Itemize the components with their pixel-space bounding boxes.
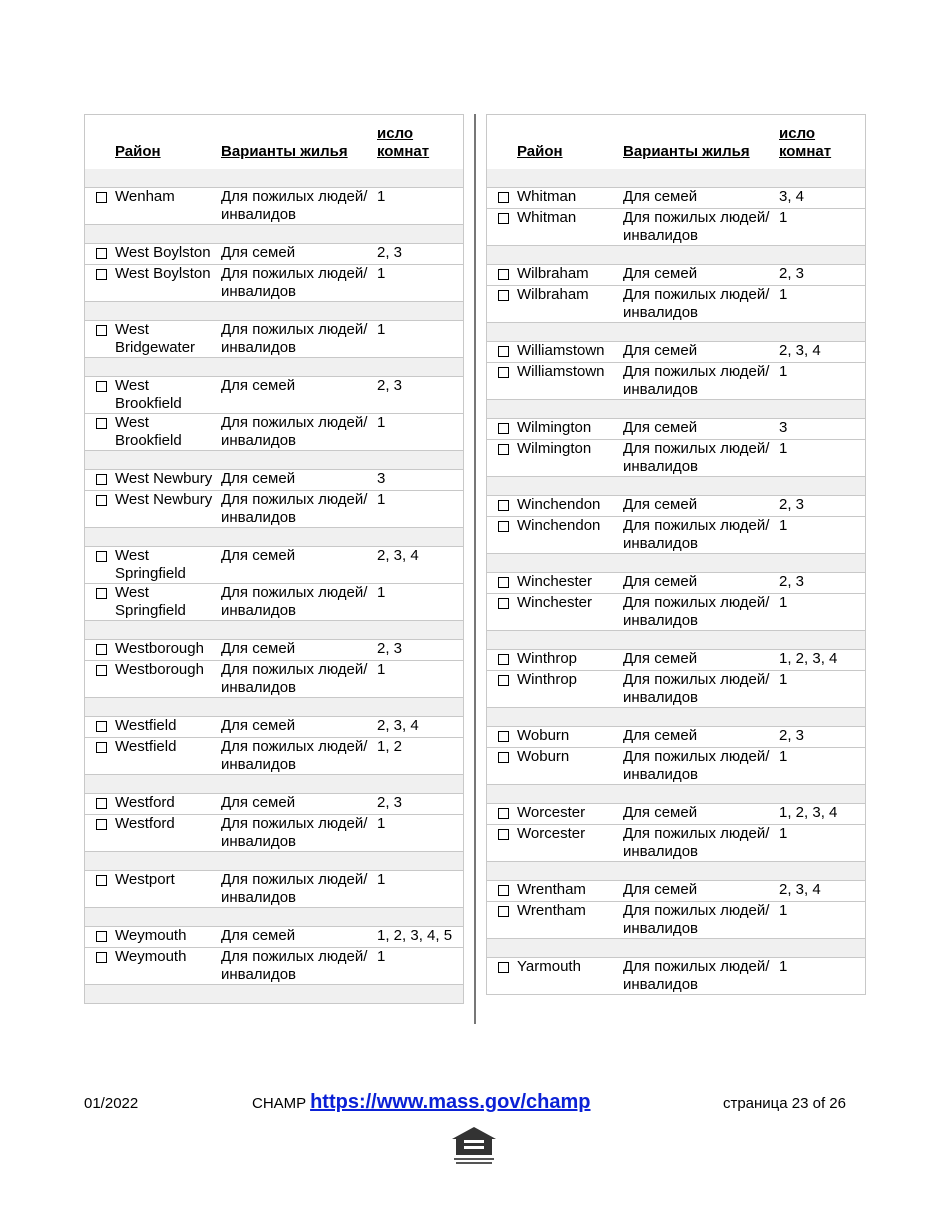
checkbox[interactable] [498, 829, 509, 840]
table-row [487, 265, 866, 286]
room-count: 1 [779, 286, 866, 323]
group-separator-row [487, 246, 866, 265]
housing-option: Для пожилых людей/инвалидов [623, 958, 779, 995]
housing-option: Для семей [221, 244, 377, 265]
table-row [487, 440, 866, 477]
area-name: Weymouth [115, 948, 221, 985]
group-separator-row [487, 169, 866, 188]
checkbox[interactable] [96, 665, 107, 676]
checkbox[interactable] [96, 819, 107, 830]
table-row [487, 342, 866, 363]
room-count: 1 [779, 825, 866, 862]
checkbox[interactable] [96, 875, 107, 886]
table-row [487, 188, 866, 209]
checkbox[interactable] [498, 500, 509, 511]
table-row [85, 491, 464, 528]
table-row [487, 671, 866, 708]
area-name: West Newbury [115, 470, 221, 491]
area-name: Winchendon [517, 517, 623, 554]
housing-option: Для семей [623, 573, 779, 594]
housing-option: Для семей [623, 342, 779, 363]
housing-option: Для пожилых людей/инвалидов [221, 738, 377, 775]
area-name: Winchendon [517, 496, 623, 517]
area-name: Westford [115, 815, 221, 852]
table-row [85, 738, 464, 775]
room-count: 3 [377, 470, 464, 491]
housing-option: Для пожилых людей/инвалидов [623, 440, 779, 477]
checkbox[interactable] [96, 418, 107, 429]
group-separator-row [85, 225, 464, 244]
housing-option: Для семей [221, 547, 377, 584]
checkbox[interactable] [498, 444, 509, 455]
checkbox[interactable] [498, 577, 509, 588]
room-count: 2, 3 [377, 640, 464, 661]
housing-option: Для семей [221, 794, 377, 815]
table-row [85, 871, 464, 908]
housing-option: Для семей [623, 265, 779, 286]
column-divider [474, 114, 476, 1024]
group-separator-row [487, 400, 866, 419]
area-name: Winthrop [517, 671, 623, 708]
room-count: 1 [779, 363, 866, 400]
table-row [85, 794, 464, 815]
housing-option: Для семей [221, 640, 377, 661]
room-count: 2, 3 [779, 496, 866, 517]
group-separator-row [85, 302, 464, 321]
table-row [487, 496, 866, 517]
area-name: Wrentham [517, 881, 623, 902]
table-row [487, 804, 866, 825]
area-name: Woburn [517, 727, 623, 748]
checkbox[interactable] [498, 731, 509, 742]
room-count: 1 [779, 517, 866, 554]
housing-option: Для семей [623, 650, 779, 671]
room-count: 1, 2, 3, 4 [779, 804, 866, 825]
group-separator-row [85, 852, 464, 871]
room-count: 1, 2, 3, 4 [779, 650, 866, 671]
room-count: 2, 3, 4 [779, 342, 866, 363]
checkbox[interactable] [498, 808, 509, 819]
table-row [487, 363, 866, 400]
room-count: 1 [779, 671, 866, 708]
housing-option: Для пожилых людей/инвалидов [221, 188, 377, 225]
area-name: Wenham [115, 188, 221, 225]
group-separator-row [85, 775, 464, 794]
checkbox[interactable] [498, 752, 509, 763]
area-name: Worcester [517, 804, 623, 825]
equal-housing-opportunity-logo [450, 1125, 498, 1167]
checkbox[interactable] [96, 721, 107, 732]
area-name: Yarmouth [517, 958, 623, 995]
checkbox[interactable] [96, 495, 107, 506]
area-name: Winthrop [517, 650, 623, 671]
checkbox[interactable] [498, 885, 509, 896]
group-separator-row [85, 451, 464, 470]
group-separator-row [487, 785, 866, 804]
area-name: West Boylston [115, 265, 221, 302]
housing-option: Для пожилых людей/инвалидов [221, 584, 377, 621]
housing-option: Для пожилых людей/инвалидов [623, 286, 779, 323]
checkbox[interactable] [498, 423, 509, 434]
right-housing-table [486, 114, 866, 995]
checkbox[interactable] [498, 654, 509, 665]
checkbox[interactable] [96, 588, 107, 599]
table-row [85, 640, 464, 661]
area-name: West Boylston [115, 244, 221, 265]
checkbox[interactable] [498, 962, 509, 973]
housing-option: Для семей [623, 727, 779, 748]
table-row [487, 517, 866, 554]
checkbox[interactable] [498, 192, 509, 203]
room-count: 3 [779, 419, 866, 440]
room-count: 1, 2, 3, 4, 5 [377, 927, 464, 948]
room-count: 2, 3, 4 [377, 547, 464, 584]
checkbox[interactable] [498, 290, 509, 301]
checkbox[interactable] [498, 367, 509, 378]
area-name: West Springfield [115, 584, 221, 621]
housing-option: Для пожилых людей/инвалидов [623, 594, 779, 631]
area-name: Wrentham [517, 902, 623, 939]
room-count: 1 [779, 440, 866, 477]
table-row [487, 209, 866, 246]
table-row [85, 188, 464, 225]
room-count: 2, 3, 4 [779, 881, 866, 902]
room-count: 1 [377, 491, 464, 528]
area-name: Wilmington [517, 419, 623, 440]
table-row [487, 748, 866, 785]
area-name: West Springfield [115, 547, 221, 584]
room-count: 1 [779, 594, 866, 631]
area-name: Winchester [517, 594, 623, 631]
group-separator-row [487, 323, 866, 342]
room-count: 2, 3 [377, 244, 464, 265]
housing-option: Для пожилых людей/инвалидов [623, 517, 779, 554]
room-count: 1 [377, 188, 464, 225]
table-row [85, 661, 464, 698]
checkbox[interactable] [96, 248, 107, 259]
room-count: 3, 4 [779, 188, 866, 209]
area-name: Woburn [517, 748, 623, 785]
left-housing-table [84, 114, 464, 1004]
room-count: 2, 3 [377, 794, 464, 815]
table-row [487, 902, 866, 939]
room-count: 1 [779, 958, 866, 995]
group-separator-row [487, 708, 866, 727]
area-name: Wilmington [517, 440, 623, 477]
header-options: Варианты жилья [221, 143, 348, 160]
table-row [85, 717, 464, 738]
housing-option: Для пожилых людей/инвалидов [623, 748, 779, 785]
checkbox[interactable] [498, 906, 509, 917]
area-name: Westborough [115, 640, 221, 661]
table-row [85, 244, 464, 265]
checkbox[interactable] [96, 931, 107, 942]
checkbox[interactable] [96, 644, 107, 655]
housing-option: Для пожилых людей/инвалидов [221, 491, 377, 528]
checkbox[interactable] [96, 551, 107, 562]
room-count: 1 [377, 584, 464, 621]
checkbox[interactable] [96, 474, 107, 485]
table-row [85, 927, 464, 948]
checkbox[interactable] [498, 346, 509, 357]
room-count: 1 [377, 661, 464, 698]
checkbox[interactable] [498, 213, 509, 224]
housing-option: Для пожилых людей/инвалидов [623, 902, 779, 939]
table-row [85, 470, 464, 491]
table-row [487, 825, 866, 862]
group-separator-row [85, 985, 464, 1004]
area-name: Westford [115, 794, 221, 815]
table-row [85, 321, 464, 358]
group-separator-row [85, 169, 464, 188]
header-options: Варианты жилья [623, 143, 750, 160]
header-area: Район [115, 143, 161, 160]
housing-option: Для пожилых людей/инвалидов [221, 661, 377, 698]
area-name: Westport [115, 871, 221, 908]
checkbox[interactable] [96, 192, 107, 203]
footer-page-number: страница 23 of 26 [722, 1095, 846, 1112]
group-separator-row [85, 698, 464, 717]
header-area: Район [517, 143, 563, 160]
table-row [85, 547, 464, 584]
housing-option: Для семей [623, 188, 779, 209]
room-count: 2, 3, 4 [377, 717, 464, 738]
table-header-row [85, 115, 464, 170]
table-row [487, 727, 866, 748]
area-name: Westfield [115, 717, 221, 738]
table-row [85, 948, 464, 985]
table-row [85, 584, 464, 621]
room-count: 1 [377, 265, 464, 302]
header-rooms-line1: исло [779, 125, 816, 142]
header-rooms-line1: исло [377, 125, 414, 142]
checkbox[interactable] [498, 269, 509, 280]
group-separator-row [487, 631, 866, 650]
housing-option: Для семей [623, 804, 779, 825]
table-row [487, 573, 866, 594]
housing-option: Для семей [623, 419, 779, 440]
room-count: 1 [779, 748, 866, 785]
area-name: Westfield [115, 738, 221, 775]
room-count: 2, 3 [779, 573, 866, 594]
area-name: Westborough [115, 661, 221, 698]
checkbox[interactable] [498, 675, 509, 686]
room-count: 1 [377, 948, 464, 985]
housing-option: Для пожилых людей/инвалидов [623, 363, 779, 400]
room-count: 1 [377, 815, 464, 852]
group-separator-row [85, 908, 464, 927]
table-row [85, 265, 464, 302]
housing-option: Для семей [221, 470, 377, 491]
area-name: Whitman [517, 188, 623, 209]
checkbox[interactable] [96, 381, 107, 392]
area-name: Whitman [517, 209, 623, 246]
housing-option: Для пожилых людей/инвалидов [221, 815, 377, 852]
housing-option: Для пожилых людей/инвалидов [221, 414, 377, 451]
checkbox[interactable] [96, 742, 107, 753]
table-header-row [487, 115, 866, 170]
area-name: Wilbraham [517, 265, 623, 286]
room-count: 1 [779, 209, 866, 246]
group-separator-row [487, 477, 866, 496]
checkbox[interactable] [96, 325, 107, 336]
area-name: Worcester [517, 825, 623, 862]
housing-option: Для семей [623, 496, 779, 517]
table-row [487, 881, 866, 902]
area-name: West Bridgewater [115, 321, 221, 358]
table-row [85, 377, 464, 414]
housing-option: Для пожилых людей/инвалидов [221, 265, 377, 302]
group-separator-row [487, 862, 866, 881]
group-separator-row [487, 939, 866, 958]
housing-option: Для пожилых людей/инвалидов [623, 671, 779, 708]
table-row [85, 414, 464, 451]
housing-option: Для пожилых людей/инвалидов [623, 825, 779, 862]
area-name: Williamstown [517, 363, 623, 400]
group-separator-row [85, 528, 464, 547]
room-count: 1 [377, 871, 464, 908]
header-rooms-line2: комнат [779, 143, 832, 160]
checkbox[interactable] [96, 798, 107, 809]
checkbox[interactable] [498, 598, 509, 609]
room-count: 1 [779, 902, 866, 939]
area-name: Williamstown [517, 342, 623, 363]
room-count: 2, 3 [779, 727, 866, 748]
area-name: Weymouth [115, 927, 221, 948]
table-row [487, 286, 866, 323]
table-row [487, 958, 866, 995]
housing-option: Для семей [221, 717, 377, 738]
table-row [85, 815, 464, 852]
footer-link[interactable]: https://www.mass.gov/champ [310, 1091, 591, 1113]
area-name: West Newbury [115, 491, 221, 528]
right-table-body [487, 115, 866, 995]
footer-date: 01/2022 [84, 1095, 139, 1112]
header-rooms-line2: комнат [377, 143, 430, 160]
housing-option: Для семей [221, 927, 377, 948]
housing-option: Для семей [221, 377, 377, 414]
footer-program [252, 1091, 591, 1114]
group-separator-row [85, 621, 464, 640]
area-name: West Brookfield [115, 414, 221, 451]
room-count: 2, 3 [779, 265, 866, 286]
room-count: 1 [377, 321, 464, 358]
group-separator-row [85, 358, 464, 377]
table-row [487, 650, 866, 671]
housing-option: Для пожилых людей/инвалидов [221, 321, 377, 358]
checkbox[interactable] [498, 521, 509, 532]
housing-option: Для пожилых людей/инвалидов [221, 948, 377, 985]
area-name: Winchester [517, 573, 623, 594]
room-count: 2, 3 [377, 377, 464, 414]
checkbox[interactable] [96, 952, 107, 963]
table-row [487, 419, 866, 440]
footer-program-name: CHAMP [252, 1095, 306, 1112]
area-name: Wilbraham [517, 286, 623, 323]
room-count: 1 [377, 414, 464, 451]
group-separator-row [487, 554, 866, 573]
checkbox[interactable] [96, 269, 107, 280]
table-row [487, 594, 866, 631]
housing-option: Для пожилых людей/инвалидов [221, 871, 377, 908]
housing-option: Для семей [623, 881, 779, 902]
room-count: 1, 2 [377, 738, 464, 775]
area-name: West Brookfield [115, 377, 221, 414]
left-table-body [85, 115, 464, 1004]
housing-option: Для пожилых людей/инвалидов [623, 209, 779, 246]
